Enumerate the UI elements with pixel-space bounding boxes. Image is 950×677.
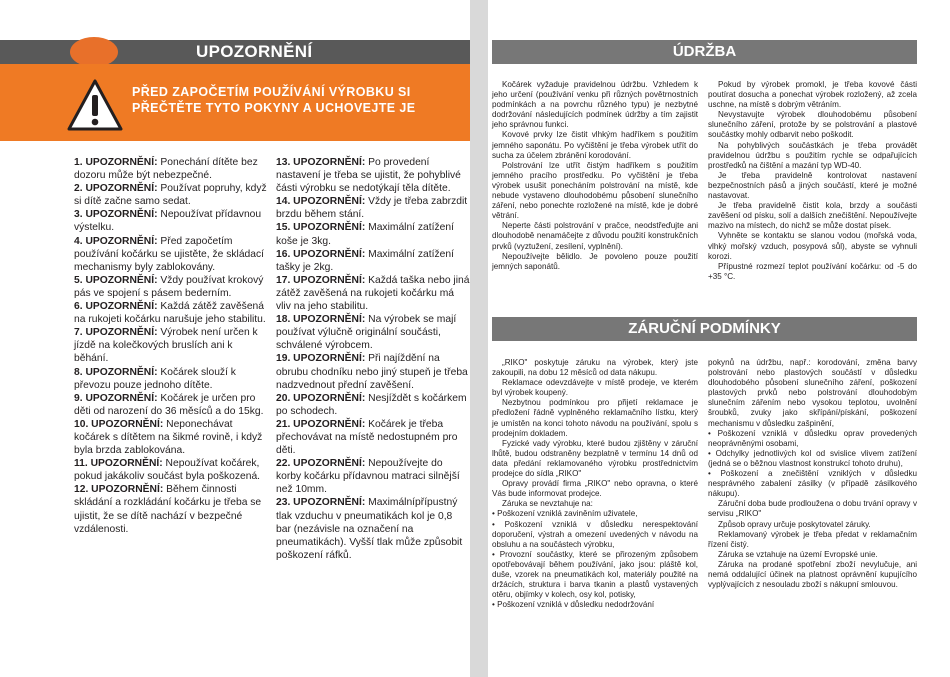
warranty-bullet: • Poškození vzniklá v důsledku oprav provedených neoprávněnými osobami,	[708, 428, 917, 448]
warning-item: 10. UPOZORNĚNÍ: Neponechávat kočárek s dítětem na šikmé rovině, i když byla brzda zablokována.	[74, 418, 263, 457]
maintenance-paragraph: Na pohyblivých součástkách je třeba provádět pravidelnou údržbu s použitím rychle se odpařujících prostředků na čištění a mazání typ WD-40.	[708, 140, 917, 170]
warning-item: 12. UPOZORNĚNÍ: Během činnosti skládání a rozkládání kočárku je třeba se ujistit, že se dítě nachází v bezpečné vzdálenosti.	[74, 484, 262, 535]
warranty-paragraph: Reklamace odevzdávejte v místě prodeje, ve kterém byl výrobek koupený.	[492, 378, 698, 398]
maintenance-paragraph: Nepoužívejte bělidlo. Je povoleno pouze použití jemných saponátů.	[492, 251, 698, 271]
warranty-paragraph: Opravy provádí firma „RIKO" nebo opravna, o které Vás bude informovat prodejce.	[492, 479, 698, 499]
warranty-bullet: • Odchylky jednotlivých kol od svislice vlivem zatížení (jedná se o běžnou vlastnost konstrukcí tohoto druhu),	[708, 448, 917, 468]
warranty-paragraph: Reklamovaný výrobek je třeba předat v reklamačním řízení čistý.	[708, 529, 917, 549]
warning-item: 16. UPOZORNĚNÍ: Maximální zatížení tašky je 2kg.	[276, 248, 454, 273]
warranty-paragraph: Fyzické vady výrobku, které budou zjištěny v záruční lhůtě, budou odstraněny bezplatně v termínu 14 dnů od data předání reklamovaného výrobku prostřednictvím prodejce do sídla „RIKO"	[492, 438, 698, 479]
warning-item: 18. UPOZORNĚNÍ: Na výrobek se mají používat výlučně originální součásti, schválené výrobcem.	[276, 314, 457, 352]
warranty-paragraph: pokynů na údržbu, např.: korodování, změna barvy polstrování nebo plastových součástí v důsledku dlouhodobého působení slunečního záření, poškození plastových prvků nebo polstrování dlouhodobým slunečním zářením nebo vysokou teplotou, uvolnění šroubků, zvuky jako skřípání/pískání, poškození mechanismu v důsledku zašpinění,	[708, 358, 917, 428]
maintenance-column-1	[492, 80, 698, 272]
warning-item: 6. UPOZORNĚNÍ: Každá zátěž zavěšená na rukojeti kočárku narušuje jeho stabilitu.	[74, 301, 266, 326]
maintenance-paragraph: Je třeba pravidelně čistit kola, brzdy a součásti zavěšení od písku, solí a dalších znečištění. Nepoužívejte mazivo na místech, do nichž se může dostat písek.	[708, 201, 917, 231]
warning-item: 21. UPOZORNĚNÍ: Kočárek je třeba přechovávat na místě nedostupném pro děti.	[276, 418, 458, 457]
warranty-bullet: • Poškození a znečištění vzniklých v důsledku nesprávného zabalení zásilky (v případě zásilkového nákupu).	[708, 469, 917, 499]
maintenance-paragraph: Nevystavujte výrobek dlouhodobému působení slunečního záření, protože by se polstrování a plastové součástky mohly odbarvit nebo poškodit.	[708, 110, 917, 140]
banner-heading	[132, 84, 416, 116]
warning-item: 11. UPOZORNĚNÍ: Nepoužívat kočárek, pokud jakákoliv součást byla poškozená.	[74, 458, 261, 483]
warranty-paragraph: Nezbytnou podmínkou pro přijetí reklamace je předložení řádně vyplněného reklamačního lístku, který je umístěn na konci tohoto návodu na používání, spolu s prodejním dokladem.	[492, 398, 698, 438]
warranty-column-1	[492, 358, 698, 610]
warranty-paragraph: Záruka se vztahuje na území Evropské unie.	[718, 549, 878, 559]
warranty-paragraph: Způsob opravy určuje poskytovatel záruky.	[718, 519, 871, 529]
maintenance-paragraph: Pokud by výrobek promokl, je třeba kovové části poutírat dosucha a ponechat výrobek rozložený, až zcela uschne, na místě s dobrým větráním.	[708, 80, 917, 110]
maintenance-paragraph: Neperte části polstrování v pračce, neodstřeďujte ani dlouhodobě nenamáčejte z důvodu použití konstrukčních prvků (vyztužení, zesílení, vyplnění).	[492, 221, 698, 251]
warranty-title: ZÁRUČNÍ PODMÍNKY	[628, 320, 781, 337]
maintenance-paragraph: Polstrování lze utřít čistým hadříkem s použitím jemného pracího prostředku. Po vyčištění je třeba výrobek usušit ponecháním polstrování na místě, kde nebude vystaveno dlouhodobému působení slunečního záření, nebo ponechte rozložené na místě, kde je dobré větrání.	[492, 160, 698, 221]
warning-item: 2. UPOZORNĚNÍ: Používat popruhy, když si dítě začne samo sedat.	[74, 183, 267, 208]
warnings-column-1	[74, 156, 268, 536]
warning-item: 15. UPOZORNĚNÍ: Maximální zatížení koše je 3kg.	[276, 222, 454, 247]
warranty-paragraph: Záruka se nevztahuje na:	[502, 499, 593, 509]
warning-item: 1. UPOZORNĚNÍ: Ponechání dítěte bez dozoru může být nebezpečné.	[74, 157, 258, 182]
warning-item: 17. UPOZORNĚNÍ: Každá taška nebo jiná zátěž zavěšená na rukojeti kočárku má vliv na jeho stabilitu.	[276, 274, 470, 313]
warning-item: 8. UPOZORNĚNÍ: Kočárek slouží k převozu pouze jednoho dítěte.	[74, 366, 236, 391]
warning-item: 3. UPOZORNĚNÍ: Nepoužívat přídavnou výstelku.	[74, 209, 262, 234]
maintenance-paragraph: Je třeba pravidelně kontrolovat nastavení bezpečnostních pásů a jiných součástí, které je možné nastavovat.	[708, 170, 917, 201]
maintenance-column-2	[708, 80, 917, 282]
warranty-paragraph: Záruka na prodané spotřební zboží nevylučuje, ani nemá oddalující účinek na platnost oprávnění kupujícího vyplývajících z nesouladu zboží s nákupní smlouvou.	[708, 559, 917, 590]
warning-triangle-icon	[66, 78, 124, 132]
warranty-bullet: • Poškození vzniklá v důsledku nerespektování doporučení, výstrah a omezení uvedených v návodu na obsluhu a na součástech výrobku,	[492, 519, 698, 549]
warning-item: 4. UPOZORNĚNÍ: Před započetím používání kočárku se ujistěte, že skládací mechanismy byly zablokovány.	[74, 235, 265, 273]
maintenance-paragraph: Přípustné rozmezí teplot používání kočárku: od -5 do +35 °C.	[708, 261, 917, 281]
warranty-bullet: • Poškození vzniklá zaviněním uživatele,	[492, 509, 638, 519]
warning-item: 9. UPOZORNĚNÍ: Kočárek je určen pro děti od narození do 36 měsíců a do 15kg.	[74, 392, 264, 417]
warranty-column-2	[708, 358, 917, 590]
warranty-bullet: • Poškození vzniklá v důsledku nedodržování	[492, 600, 655, 610]
warning-item: 20. UPOZORNĚNÍ: Nesjíždět s kočárkem po schodech.	[276, 392, 467, 417]
warning-item: 14. UPOZORNĚNÍ: Vždy je třeba zabrzdit brzdu během stání.	[276, 196, 468, 221]
warranty-paragraph: Záruční doba bude prodloužena o dobu trvání opravy v servisu „RIKO"	[708, 499, 917, 519]
warranty-paragraph: „RIKO" poskytuje záruku na výrobek, který jste zakoupili, na dobu 12 měsíců od data nákupu.	[492, 358, 698, 378]
warning-item: 23. UPOZORNĚNÍ: Maximálnípřípustný tlak vzduchu v pneumatikách kol je 0,8 bar (nezávisle na označení na pneumatikách). Vyšší tlak může způsobit poškození ráfků.	[276, 497, 463, 561]
warning-item: 13. UPOZORNĚNÍ: Po provedení nastavení je třeba se ujistit, že pohyblivé části výrobku se nedotýkají těla dítěte.	[276, 157, 461, 195]
warranty-title-bar	[492, 317, 917, 341]
maintenance-title: ÚDRŽBA	[672, 43, 737, 60]
warning-item: 7. UPOZORNĚNÍ: Výrobek není určen k jízdě na kolečkových bruslích ani k běhání.	[74, 327, 258, 365]
banner-heading-line2: PŘEČTĚTE TYTO POKYNY A UCHOVEJTE JE	[132, 101, 416, 115]
page-gutter	[470, 0, 488, 677]
maintenance-title-bar	[492, 40, 917, 64]
warning-item: 22. UPOZORNĚNÍ: Nepoužívejte do korby kočárku přídavnou matraci silnější než 10mm.	[276, 458, 460, 496]
maintenance-paragraph: Kočárek vyžaduje pravidelnou údržbu. Vzhledem k jeho určení (používání venku při různých povětrnostních podmínkách a na povrchu různého typu) je nezbytné dodržování následujících podmínek údržby a tím zajistit jeho správnou funkci.	[492, 80, 698, 130]
maintenance-paragraph: Kovové prvky lze čistit vlhkým hadříkem s použitím jemného saponátu. Po vyčištění je třeba výrobek utřít do sucha za účelem zbránění korodování.	[492, 130, 698, 160]
warning-item: 5. UPOZORNĚNÍ: Vždy používat krokový pás ve spojení s pásem bederním.	[74, 274, 264, 299]
page-title: UPOZORNĚNÍ	[196, 42, 313, 61]
warnings-column-2	[276, 156, 470, 562]
maintenance-paragraph: Vyhněte se kontaktu se slanou vodou (mořská voda, vlhký mořský vzduch, posypová sůl), abyste se vyhnuli korozi.	[708, 231, 917, 261]
orange-oval-marker	[70, 37, 118, 67]
warranty-bullet: • Provozní součástky, které se přirozeným způsobem opotřebovávají během používání, jako jsou: pláště kol, duše, vzorek na pneumatikách kol, materiály použité na držácích, struktura i barva tkanin a plastů vystavených otěru, objímky v kolech, osy kol, potisky,	[492, 549, 698, 600]
warning-item: 19. UPOZORNĚNÍ: Při najíždění na obrubu chodníku nebo jiný stupeň je třeba nadzvednout přední zavěšení.	[276, 353, 468, 391]
banner-heading-line1: PŘED ZAPOČETÍM POUŽÍVÁNÍ VÝROBKU SI	[132, 85, 411, 99]
